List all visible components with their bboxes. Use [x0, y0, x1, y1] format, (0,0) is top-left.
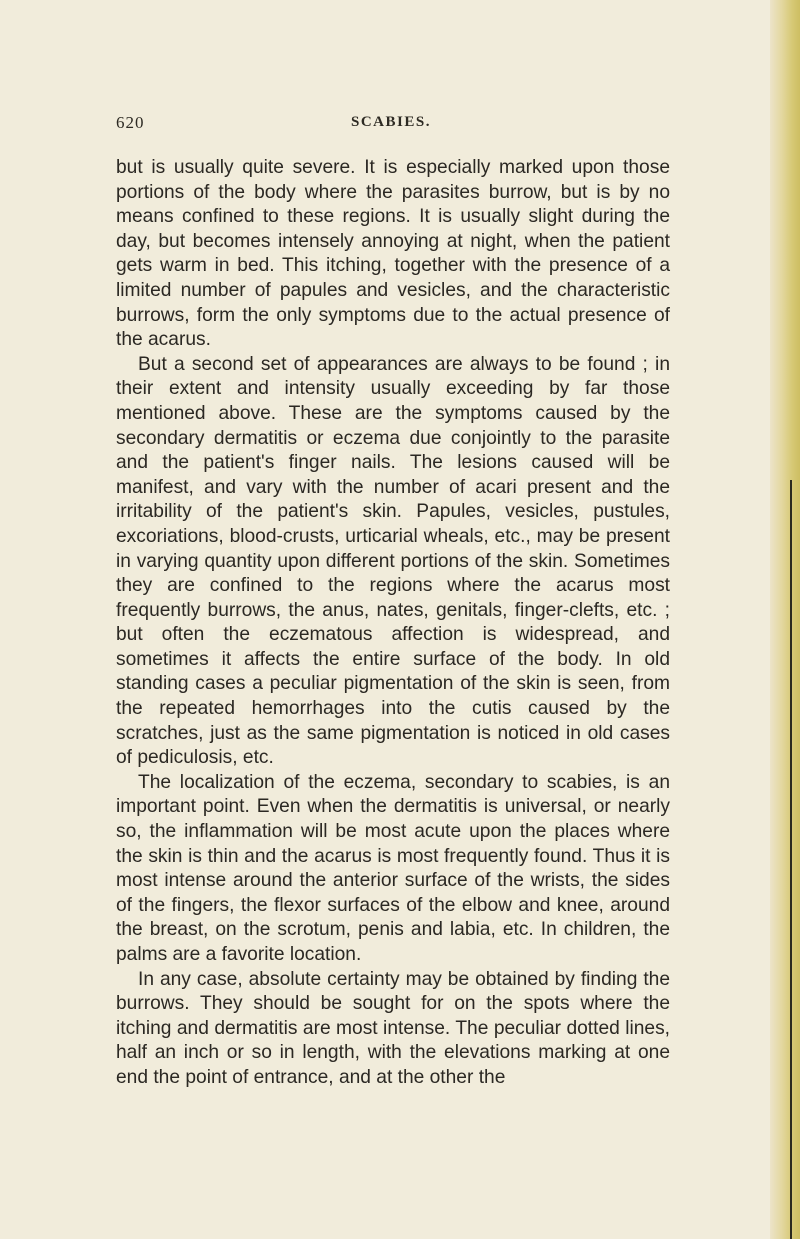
- page-number: 620: [116, 113, 145, 132]
- page-header: [116, 113, 676, 137]
- body-text: [116, 156, 670, 1091]
- page-edge: [770, 0, 800, 1239]
- paragraph-2: But a second set of appearances are always to be found ; in their extent and intensity usually exceeding by far those mentioned above. These are the symptoms caused by the secondary dermatitis or eczema due conjointly to the parasite and the patient's finger nails. The lesions caused will be manifest, and vary with the number of acari present and the irritability of the patient's skin. Papules, vesicles, pustules, excoriations, blood-crusts, urticarial wheals, etc., may be present in varying quantity upon different portions of the skin. Sometimes they are confined to the regions where the acarus most frequently burrows, the anus, nates, genitals, finger-clefts, etc. ; but often the eczematous affection is widespread, and sometimes it affects the entire surface of the body. In old standing cases a peculiar pigmentation of the skin is seen, from the repeated hemorrhages into the cutis caused by the scratches, just as the same pigmentation is noticed in old cases of pediculosis, etc.: [116, 353, 670, 769]
- running-title: SCABIES.: [351, 114, 431, 130]
- paragraph-3: The localization of the eczema, secondary to scabies, is an important point. Even when the dermatitis is universal, or nearly so, the inflammation will be most acute upon the places where the skin is thin and the acarus is most frequently found. Thus it is most intense around the anterior surface of the wrists, the sides of the fingers, the flexor surfaces of the elbow and knee, around the breast, on the scrotum, penis and labia, etc. In children, the palms are a favorite location.: [116, 771, 670, 965]
- paragraph-4: In any case, absolute certainty may be obtained by finding the burrows. They should be sought for on the spots where the itching and dermatitis are most intense. The peculiar dotted lines, half an inch or so in length, with the elevations marking at one end the point of entrance, and at the other the: [116, 968, 670, 1088]
- page-edge-line: [790, 480, 792, 1239]
- paragraph-1: but is usually quite severe. It is especially marked upon those portions of the body where the parasites burrow, but is by no means confined to these regions. It is usually slight during the day, but becomes intensely annoying at night, when the patient gets warm in bed. This itching, together with the presence of a limited number of papules and vesicles, and the characteristic burrows, form the only symptoms due to the actual presence of the acarus.: [116, 157, 670, 351]
